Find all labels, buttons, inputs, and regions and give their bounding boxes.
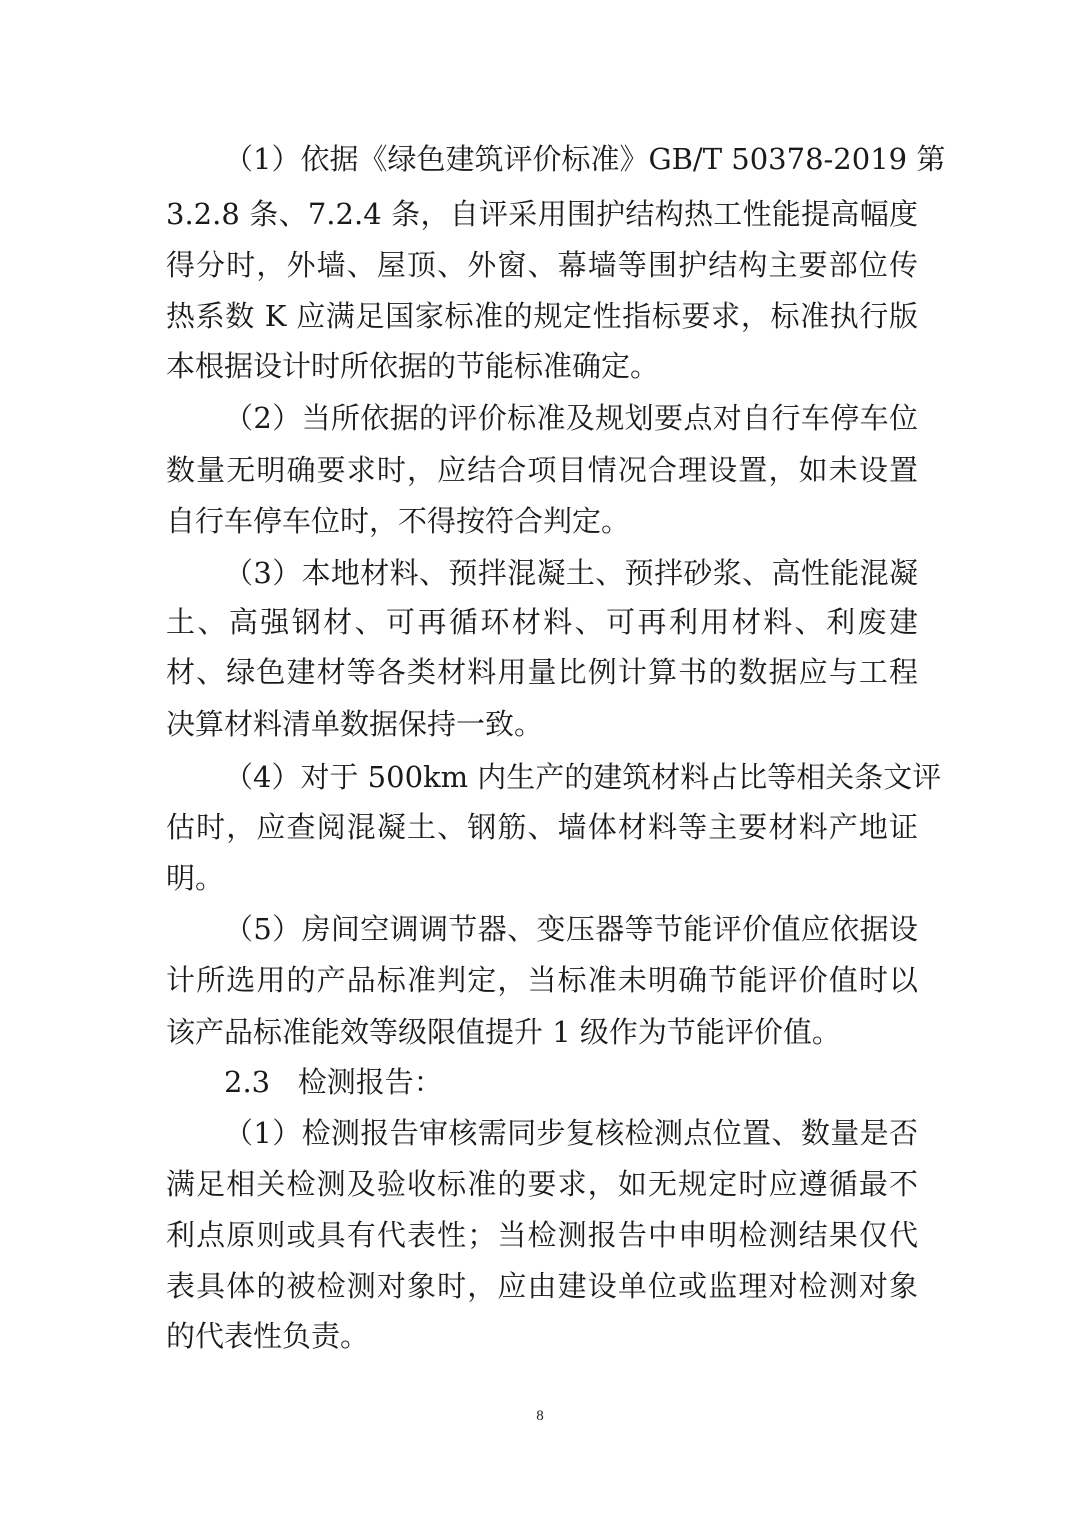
paragraph-3-line-3: 材、绿色建材等各类材料用量比例计算书的数据应与工程 — [166, 655, 918, 689]
page-number: 8 — [536, 1408, 544, 1424]
paragraph-3-line-4: 决算材料清单数据保持一致。 — [166, 707, 544, 741]
paragraph-2-line-2: 数量无明确要求时，应结合项目情况合理设置，如未设置 — [166, 453, 918, 487]
paragraph-2-line-3: 自行车停车位时，不得按符合判定。 — [166, 504, 631, 538]
section-heading-2-3: 2.3 检测报告： — [224, 1065, 443, 1099]
paragraph-1-line-4: 热系数 K 应满足国家标准的规定性指标要求，标准执行版 — [166, 299, 918, 333]
paragraph-1-line-3: 得分时，外墙、屋顶、外窗、幕墙等围护结构主要部位传 — [166, 248, 918, 282]
paragraph-5-line-3: 该产品标准能效等级限值提升 1 级作为节能评价值。 — [166, 1015, 841, 1049]
paragraph-6-line-5: 的代表性负责。 — [166, 1319, 370, 1353]
paragraph-2-line-1: （2）当所依据的评价标准及规划要点对自行车停车位 — [224, 401, 918, 435]
paragraph-4-line-2: 估时，应查阅混凝土、钢筋、墙体材料等主要材料产地证 — [166, 810, 918, 844]
paragraph-6-line-2: 满足相关检测及验收标准的要求，如无规定时应遵循最不 — [166, 1167, 918, 1201]
paragraph-3-line-1: （3）本地材料、预拌混凝土、预拌砂浆、高性能混凝 — [224, 556, 918, 590]
paragraph-5-line-2: 计所选用的产品标准判定，当标准未明确节能评价值时以 — [166, 963, 918, 997]
paragraph-3-line-2: 土、高强钢材、可再循环材料、可再利用材料、利废建 — [166, 605, 918, 639]
paragraph-6-line-1: （1）检测报告审核需同步复核检测点位置、数量是否 — [224, 1116, 918, 1150]
paragraph-1-line-2: 3.2.8 条、7.2.4 条，自评采用围护结构热工性能提高幅度 — [166, 197, 918, 231]
paragraph-6-line-3: 利点原则或具有代表性；当检测报告中申明检测结果仅代 — [166, 1218, 918, 1252]
paragraph-4-line-1: （4）对于 500km 内生产的建筑材料占比等相关条文评 — [224, 760, 942, 794]
paragraph-5-line-1: （5）房间空调调节器、变压器等节能评价值应依据设 — [224, 912, 918, 946]
paragraph-4-line-3: 明。 — [166, 861, 225, 895]
paragraph-1-line-5: 本根据设计时所依据的节能标准确定。 — [166, 349, 660, 383]
paragraph-6-line-4: 表具体的被检测对象时，应由建设单位或监理对检测对象 — [166, 1269, 918, 1303]
paragraph-1-line-1: （1）依据《绿色建筑评价标准》GB/T 50378-2019 第 — [224, 142, 946, 176]
